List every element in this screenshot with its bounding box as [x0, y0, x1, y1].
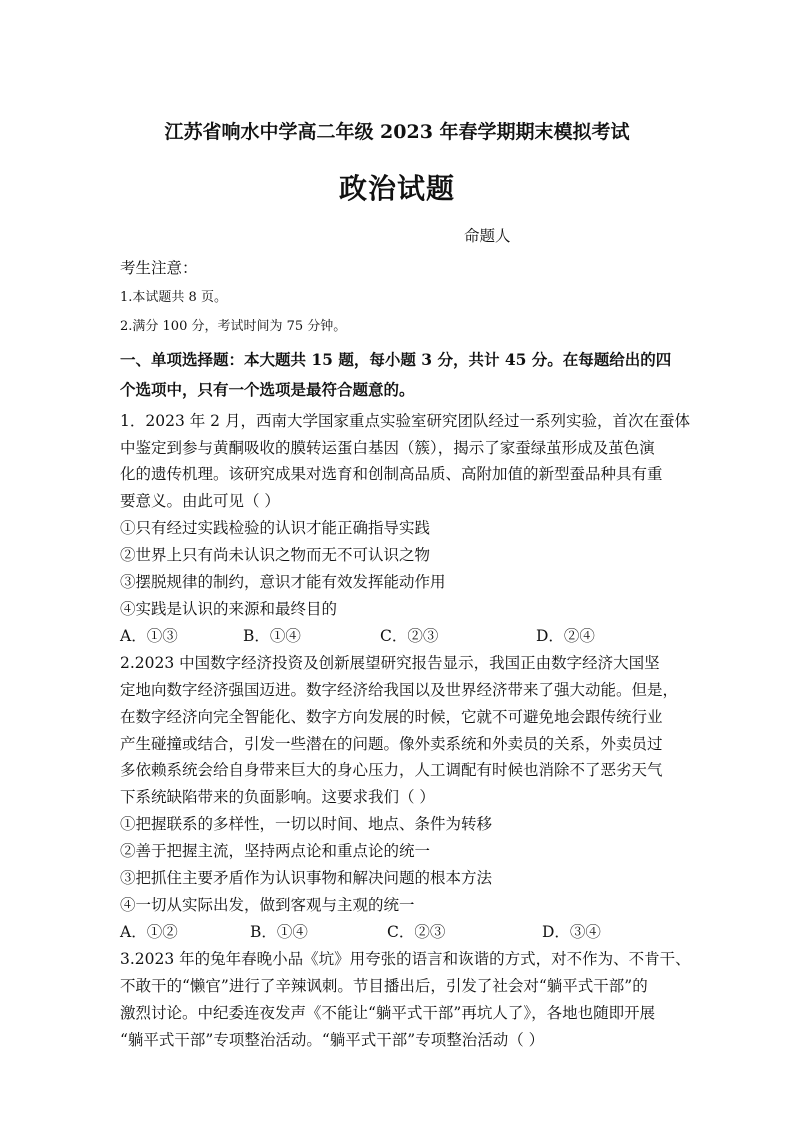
- question-2-stem: 2.2023 中国数字经济投资及创新展望研究报告显示，我国正由数字经济大国坚: [120, 654, 660, 672]
- school-exam-title: 江苏省响水中学高二年级 2023 年春学期期末模拟考试: [164, 121, 630, 143]
- option-d[interactable]: D．②④: [536, 627, 595, 645]
- question-1-statement: ②世界上只有尚未认识之物而无不可认识之物: [120, 546, 431, 564]
- question-2-stem: 产生碰撞或结合，引发一些潜在的问题。像外卖系统和外卖员的关系，外卖员过: [120, 735, 663, 753]
- option-a[interactable]: A．①②: [120, 923, 178, 941]
- question-2-statement: ①把握联系的多样性，一切以时间、地点、条件为转移: [120, 815, 493, 833]
- option-a[interactable]: A．①③: [120, 627, 178, 645]
- question-1-stem: 1．2023 年 2 月，西南大学国家重点实验室研究团队经过一系列实验，首次在蚕体: [120, 412, 690, 430]
- question-3-stem: 3.2023 年的兔年春晚小品《坑》用夸张的语言和诙谐的方式，对不作为、不肯干、: [120, 950, 691, 968]
- question-2-stem: 多依赖系统会给自身带来巨大的身心压力，人工调配有时候也消除不了恶劣天气: [120, 761, 663, 779]
- question-2-stem: 下系统缺陷带来的负面影响。这要求我们（ ）: [120, 788, 435, 806]
- notice-heading: 考生注意：: [120, 259, 198, 277]
- option-c[interactable]: C．②③: [387, 923, 446, 941]
- question-1-stem: 化的遗传机理。该研究成果对选育和创制高品质、高附加值的新型蚕品种具有重: [120, 465, 663, 483]
- question-3-stem: 激烈讨论。中纪委连夜发声《不能让“躺平式干部”再坑人了》，各地也随即开展: [120, 1004, 656, 1022]
- question-2-statement: ④一切从实际出发，做到客观与主观的统一: [120, 896, 415, 914]
- section-heading: 一、单项选择题：本大题共 15 题，每小题 3 分，共计 45 分。在每题给出的四: [120, 350, 672, 369]
- notice-item: 1.本试题共 8 页。: [120, 290, 227, 305]
- question-1-statement: ③摆脱规律的制约，意识才能有效发挥能动作用: [120, 573, 446, 591]
- subject-title: 政治试题: [338, 172, 455, 205]
- option-c[interactable]: C．②③: [380, 627, 439, 645]
- question-3-stem: 不敢干的“懒官”进行了辛辣讽刺。节目播出后，引发了社会对“躺平式干部”的: [120, 977, 648, 995]
- question-1-statement: ④实践是认识的来源和最终目的: [120, 600, 338, 618]
- question-1-statement: ①只有经过实践检验的认识才能正确指导实践: [120, 519, 431, 537]
- section-heading: 个选项中，只有一个选项是最符合题意的。: [120, 380, 415, 399]
- option-d[interactable]: D．③④: [542, 923, 601, 941]
- question-1-stem: 要意义。由此可见（ ）: [120, 492, 280, 510]
- question-2-stem: 定地向数字经济强国迈进。数字经济给我国以及世界经济带来了强大动能。但是，: [120, 681, 679, 699]
- question-2-statement: ③把抓住主要矛盾作为认识事物和解决问题的根本方法: [120, 869, 493, 887]
- notice-item: 2.满分 100 分，考试时间为 75 分钟。: [120, 319, 347, 334]
- question-2-statement: ②善于把握主流，坚持两点论和重点论的统一: [120, 842, 431, 860]
- option-b[interactable]: B．①④: [243, 627, 301, 645]
- question-3-stem: “躺平式干部”专项整治活动。“躺平式干部”专项整治活动（ ）: [120, 1031, 545, 1049]
- question-1-stem: 中鉴定到参与黄酮吸收的膜转运蛋白基因（簇），揭示了家蚕绿茧形成及茧色演: [120, 439, 655, 457]
- option-b[interactable]: B．①④: [250, 923, 308, 941]
- author-label: 命题人: [464, 227, 511, 245]
- question-2-stem: 在数字经济向完全智能化、数字方向发展的时候，它就不可避免地会跟传统行业: [120, 708, 663, 726]
